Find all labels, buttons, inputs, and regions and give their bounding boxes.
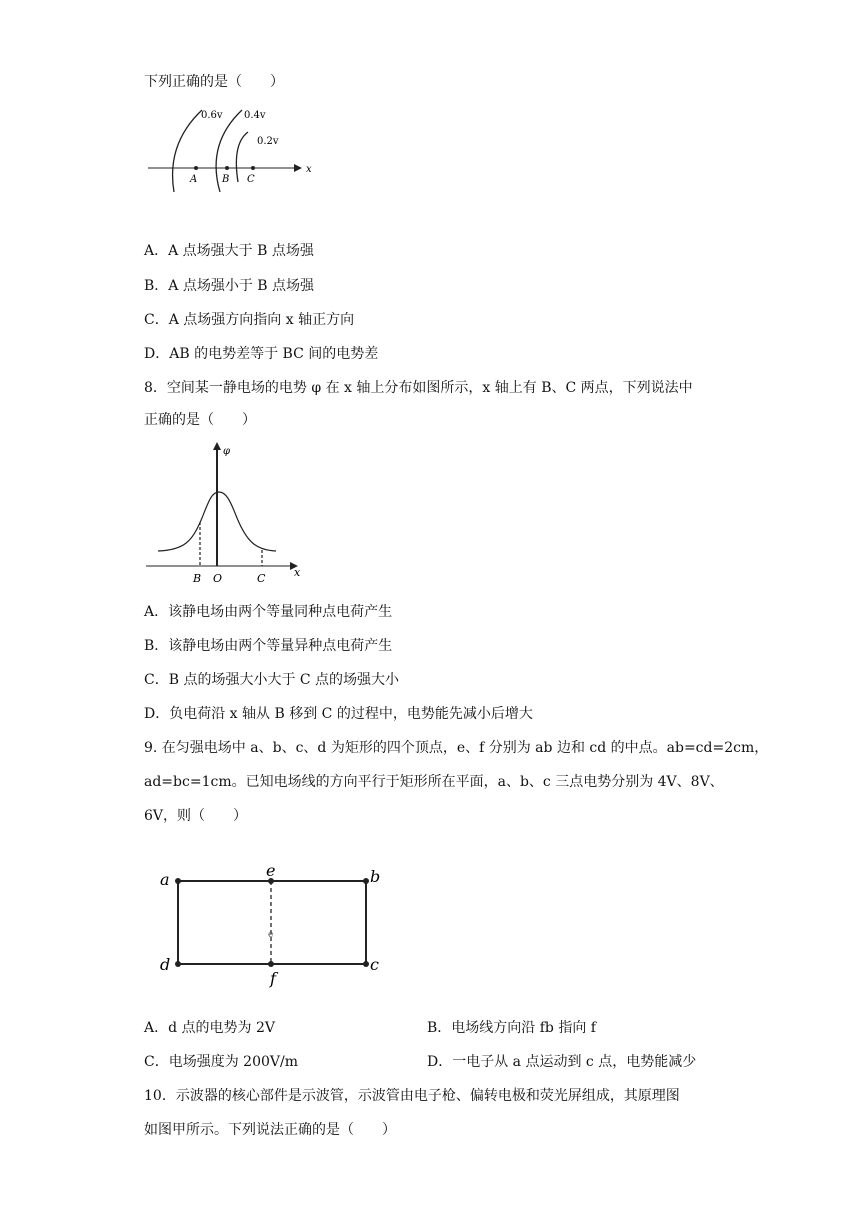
label-B: B <box>193 572 202 585</box>
q8-stem-line2: 正确的是（ ） <box>144 412 256 428</box>
q7-stem-tail: 下列正确的是（ ） <box>144 74 284 90</box>
q8-option-b: B．该静电场由两个等量异种点电荷产生 <box>144 638 393 654</box>
q7-option-b: B．A 点场强小于 B 点场强 <box>144 278 315 294</box>
label-O: O <box>213 572 223 585</box>
q10-stem-line1: 10．示波器的核心部件是示波管，示波管由电子枪、偏转电极和荧光屏组成，其原理图 <box>144 1088 680 1104</box>
q8-option-d: D．负电荷沿 x 轴从 B 移到 C 的过程中，电势能先减小后增大 <box>144 706 533 722</box>
q7-option-c: C．A 点场强方向指向 x 轴正方向 <box>144 312 355 328</box>
label-0.6v: 0.6v <box>201 110 223 121</box>
q9-option-b: B．电场线方向沿 fb 指向 f <box>427 1020 596 1036</box>
label-center-mark: e <box>268 930 274 940</box>
q9-stem-line1: 9. 在匀强电场中 a、b、c、d 为矩形的四个顶点，e、f 分别为 ab 边和 cd 的中点。ab=cd=2cm， <box>144 740 769 756</box>
label-e: e <box>266 861 276 880</box>
label-b: b <box>370 867 381 886</box>
q7-option-a: A．A 点场强大于 B 点场强 <box>144 243 314 259</box>
label-C: C <box>257 572 266 585</box>
label-c: c <box>370 955 379 974</box>
q8-option-c: C．B 点的场强大小大于 C 点的场强大小 <box>144 672 400 688</box>
q8-stem-line1: 8．空间某一静电场的电势 φ 在 x 轴上分布如图所示，x 轴上有 B、C 两点，下列说法中 <box>144 380 693 396</box>
label-f: f <box>270 969 276 988</box>
q8-potential-figure <box>144 442 314 587</box>
q9-option-d: D．一电子从 a 点运动到 c 点，电势能减少 <box>427 1054 697 1070</box>
q9-option-c: C．电场强度为 200V/m <box>144 1054 298 1070</box>
q10-stem-line2: 如图甲所示。下列说法正确的是（ ） <box>144 1122 396 1138</box>
q9-rectangle-figure <box>156 860 396 990</box>
label-x: x <box>306 164 312 175</box>
q7-equipotential-figure <box>144 104 324 194</box>
label-a: a <box>160 870 170 889</box>
label-0.4v: 0.4v <box>244 110 266 121</box>
q9-stem-line3: 6V，则（ ） <box>144 808 248 824</box>
q7-option-d: D．AB 的电势差等于 BC 间的电势差 <box>144 346 379 362</box>
label-phi: φ <box>223 446 231 457</box>
label-0.2v: 0.2v <box>257 136 279 147</box>
label-B: B <box>222 174 230 185</box>
label-C: C <box>247 174 255 185</box>
label-x: x <box>294 566 301 579</box>
q8-option-a: A．该静电场由两个等量同种点电荷产生 <box>144 604 393 620</box>
label-d: d <box>160 955 171 974</box>
q9-stem-line2: ad=bc=1cm。已知电场线的方向平行于矩形所在平面，a、b、c 三点电势分别为 4V、8V、 <box>144 774 724 790</box>
label-A: A <box>190 174 198 185</box>
q9-option-a: A．d 点的电势为 2V <box>144 1020 275 1036</box>
